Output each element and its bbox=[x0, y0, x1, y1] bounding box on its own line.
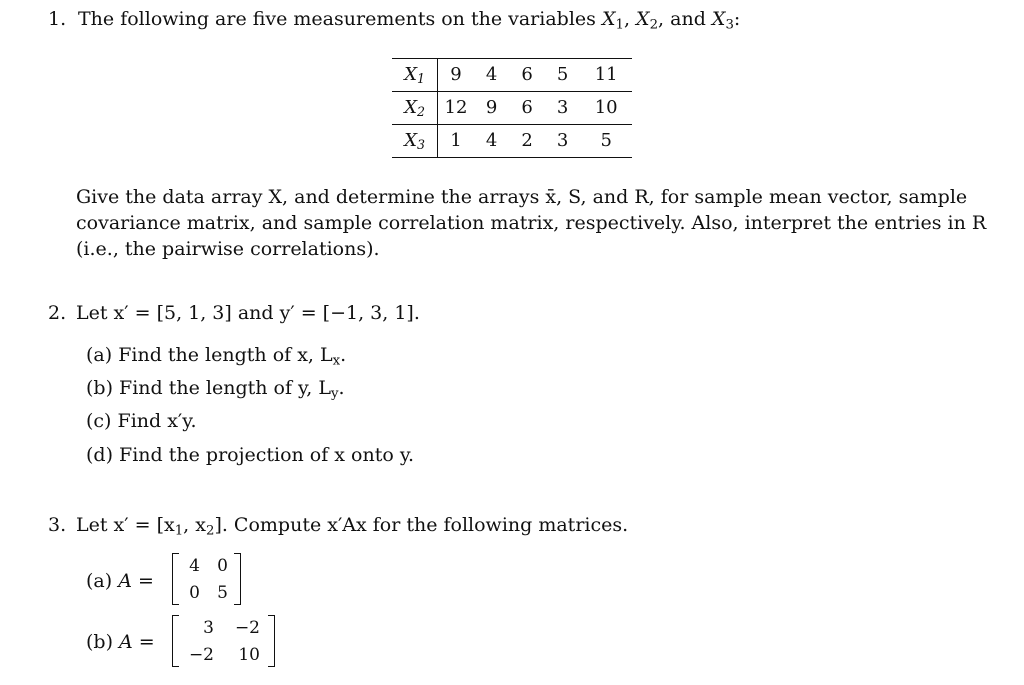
part-label: (c) bbox=[86, 410, 112, 432]
part-text: Find x′y. bbox=[117, 410, 197, 432]
matrix-b-cell: 10 bbox=[238, 645, 260, 665]
part-label: (d) bbox=[86, 444, 113, 466]
problem-1-paragraph-line-2: covariance matrix, and sample correlation matrix, respectively. Also, interpret the entries in R bbox=[76, 212, 987, 234]
table-cell: 10 bbox=[580, 92, 632, 125]
problem-1-paragraph-line-1: Give the data array X, and determine the arrays x̄, S, and R, for sample mean vector, sample bbox=[76, 186, 968, 208]
problem-1-intro: The following are five measurements on the variables $X_1$, $X_2$, and $X_3$: bbox=[78, 8, 741, 33]
table-cell: 3 bbox=[545, 92, 581, 125]
table-cell: 3 bbox=[545, 125, 581, 158]
problem-2-number: 2. bbox=[48, 302, 67, 324]
matrix-a-label: (a) A = bbox=[86, 570, 154, 592]
problem-1-paragraph-line-3: (i.e., the pairwise correlations). bbox=[76, 238, 380, 260]
row-variable: $X_2$ bbox=[392, 92, 438, 125]
matrix-b-right-bracket bbox=[268, 615, 275, 667]
part-label: (a) bbox=[86, 344, 113, 366]
part-text: Find the length of x, L bbox=[118, 344, 333, 366]
problem-3-statement: Let $x' = [x_1$, $x_2$]. Compute x′Ax for the following matrices. bbox=[76, 514, 629, 539]
problem-2-part-c bbox=[86, 410, 197, 434]
matrix-b-cell: 3 bbox=[203, 618, 214, 638]
measurement-table bbox=[392, 58, 632, 158]
table-cell: 5 bbox=[556, 63, 569, 85]
problem-2-part-a: (a) Find the length of x, $L_x$. bbox=[86, 344, 347, 369]
table-cell: 6 bbox=[521, 63, 533, 85]
table-cell: 9 bbox=[450, 63, 462, 85]
row-variable: $X_3$ bbox=[392, 125, 438, 158]
table-row bbox=[392, 92, 632, 125]
table-cell: 5 bbox=[580, 125, 632, 158]
table-cell: 1 bbox=[438, 125, 474, 158]
row-variable: $X_1$ bbox=[392, 59, 438, 92]
matrix-a-cell: 5 bbox=[217, 583, 228, 603]
problem-2-statement: Let x′ = [5, 1, 3] and y′ = [−1, 3, 1]. bbox=[76, 302, 420, 324]
table-cell: 12 bbox=[438, 92, 474, 125]
table-row bbox=[392, 125, 632, 158]
matrix-a-right-bracket bbox=[234, 553, 241, 605]
matrix-a-cell: 0 bbox=[189, 583, 200, 603]
table-cell: 6 bbox=[509, 92, 545, 125]
part-text: Find the projection of x onto y. bbox=[119, 444, 415, 466]
problem-2-part-b: (b) Find the length of y, $L_y$. bbox=[86, 377, 345, 402]
problem-2-part-d bbox=[86, 444, 414, 468]
part-text: Find the length of y, L bbox=[119, 377, 331, 399]
matrix-a-cell: 0 bbox=[217, 556, 228, 576]
problem-1-number: 1. bbox=[48, 8, 67, 30]
matrix-b-cell: −2 bbox=[188, 645, 214, 665]
table-cell: 9 bbox=[474, 92, 510, 125]
matrix-b-label: (b) A = bbox=[86, 631, 155, 653]
matrix-b-left-bracket bbox=[172, 615, 179, 667]
problem-3-number: 3. bbox=[48, 514, 67, 536]
table-cell: 2 bbox=[509, 125, 545, 158]
matrix-a-cell: 4 bbox=[189, 556, 200, 576]
part-label: (b) bbox=[86, 377, 113, 399]
table-cell: 4 bbox=[485, 63, 498, 85]
matrix-b-cell: −2 bbox=[234, 618, 260, 638]
table-cell: 4 bbox=[474, 125, 510, 158]
table-row bbox=[392, 59, 632, 92]
table-cell: 11 bbox=[594, 63, 618, 85]
